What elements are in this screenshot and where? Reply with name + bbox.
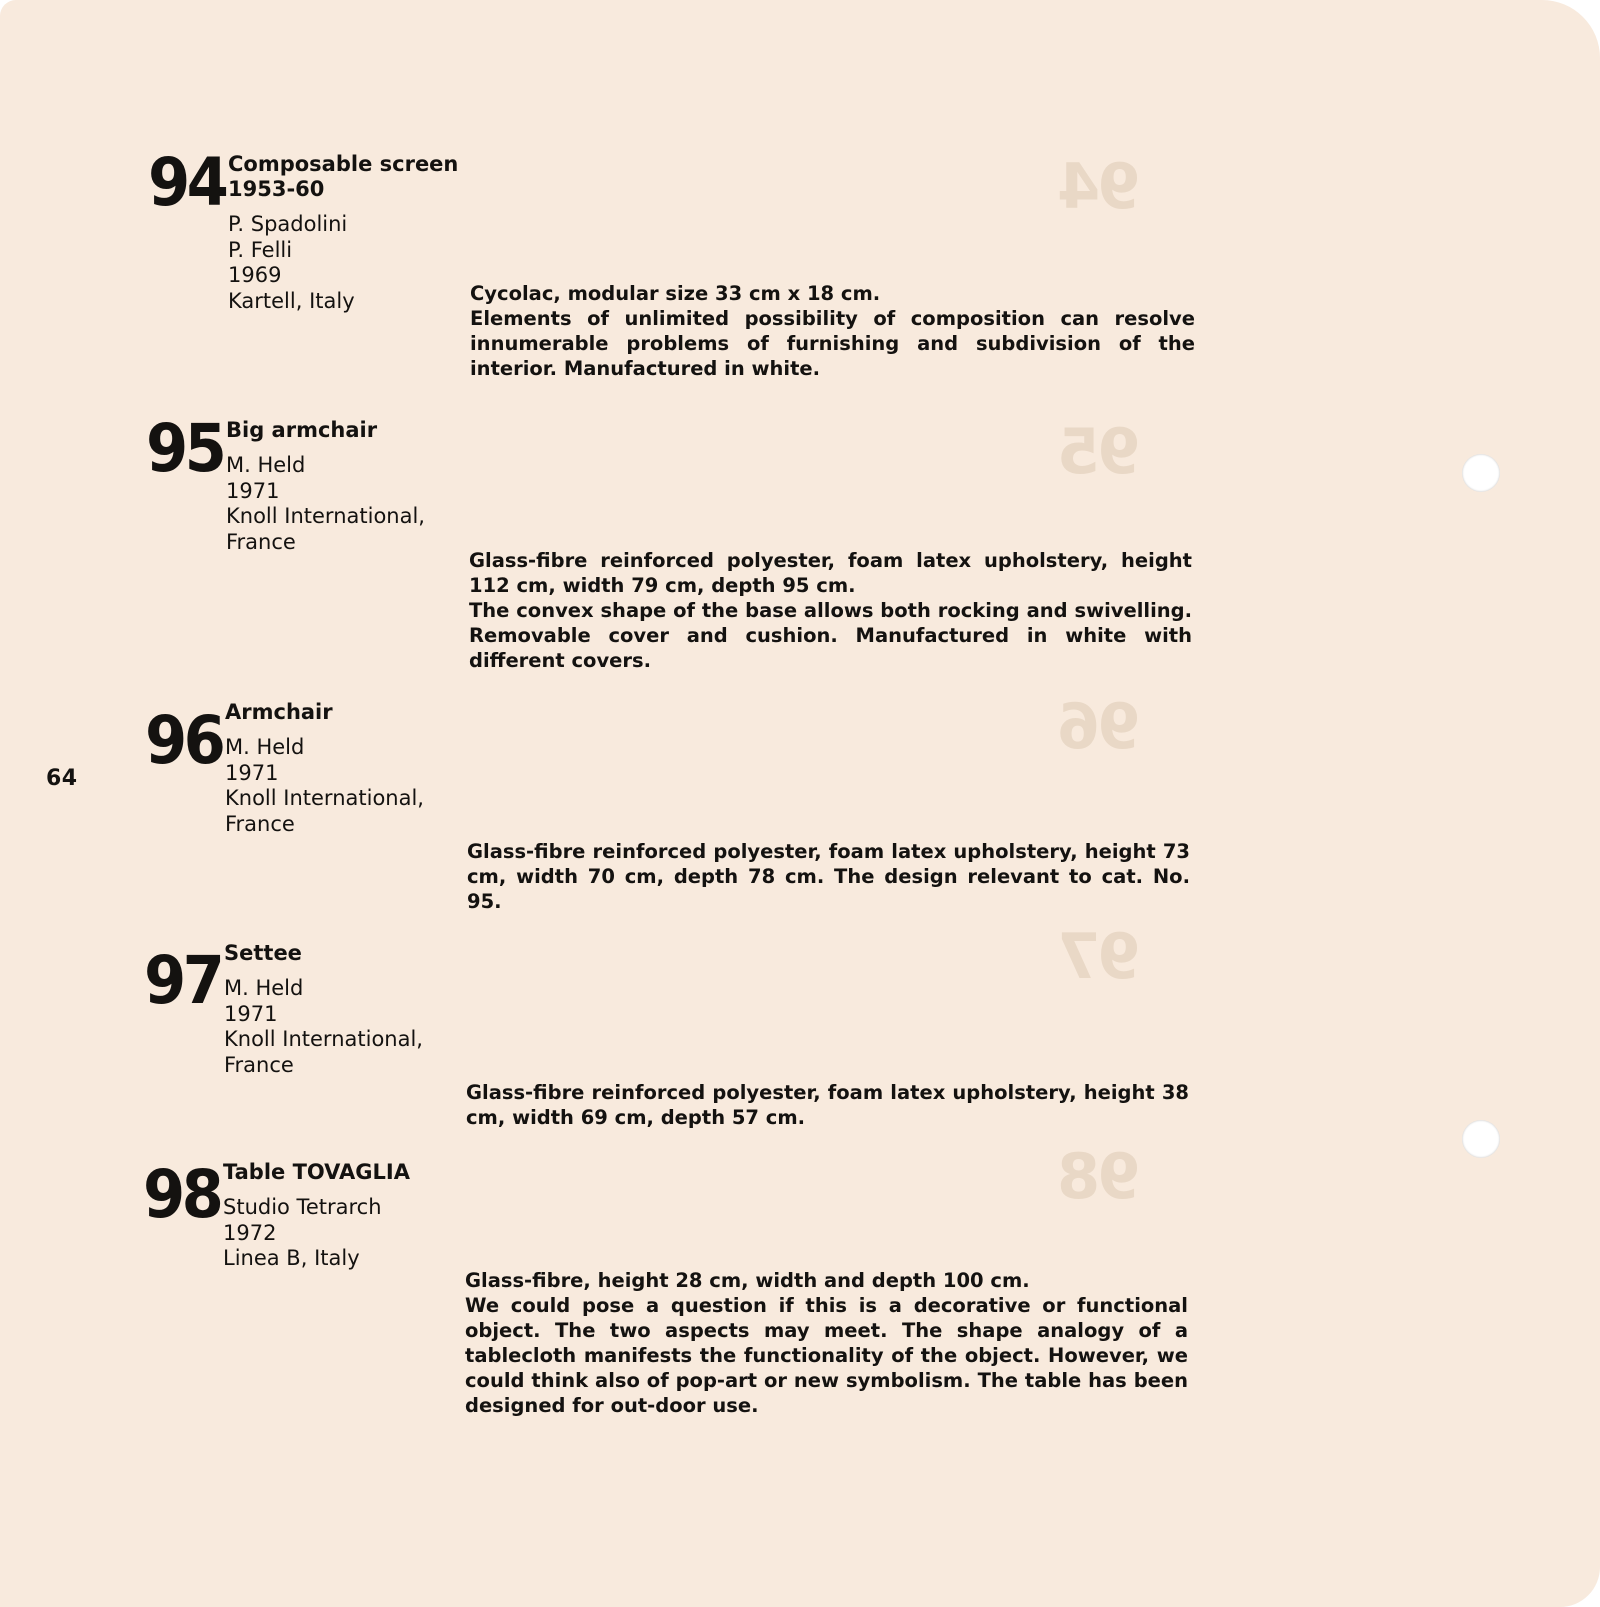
entry-meta [228,152,468,314]
entry-designer: Studio Tetrarch [223,1195,382,1219]
show-through-number: 94 [1060,150,1141,223]
entry-title: Settee [224,941,302,965]
description-materials: Glass-fibre reinforced polyester, foam latex upholstery, height 112 cm, width 79 cm, depth 95 cm. [469,549,1192,597]
entry-meta [223,1160,463,1272]
binder-hole-top [1462,454,1500,492]
entry-description-95 [469,548,1192,673]
entry-designer: M. Held [224,976,304,1000]
entry-country: France [225,811,295,836]
entry-number: 96 [145,702,223,779]
entry-designer: P. Felli [228,237,293,262]
entry-number: 95 [146,410,224,487]
show-through-number: 96 [1060,690,1141,763]
entry-year: 1971 [224,1001,278,1026]
description-text: Elements of unlimited possibility of composition can resolve innumerable problems of furnishing and subdivision of the interior. Manufactured in white. [470,307,1195,380]
page-number: 64 [46,766,78,791]
description-text: The convex shape of the base allows both rocking and swivelling. Removable cover and cushion. Manufactured in white with different covers. [469,599,1192,672]
description-text: Glass-fibre reinforced polyester, foam latex upholstery, height 73 cm, width 70 cm, depth 78 cm. The design relevant to cat. No. 95. [467,840,1190,913]
description-text: We could pose a question if this is a decorative or functional object. The two aspects may meet. The shape analogy of a tablecloth manifests the functionality of the object. However, we could think also of pop-art or new symbolism. The table has been designed for out-door use. [465,1294,1188,1417]
entry-manufacturer: Knoll International, [226,504,425,528]
entry-year: 1971 [225,760,279,785]
entry-designer: M. Held [225,735,305,759]
entry-country: France [226,529,296,554]
entry-description-97 [466,1080,1189,1130]
entry-meta [224,941,464,1078]
show-through-number: 95 [1060,415,1141,488]
binder-hole-bottom [1462,1120,1500,1158]
entry-number: 98 [143,1156,221,1233]
entry-manufacturer: Kartell, Italy [228,288,355,313]
show-through-number: 98 [1060,1140,1141,1213]
entry-year: 1969 [228,263,282,287]
description-text: Glass-fibre reinforced polyester, foam latex upholstery, height 38 cm, width 69 cm, depth 57 cm. [466,1081,1189,1129]
entry-number: 97 [144,942,222,1019]
entry-number: 94 [148,144,226,221]
entry-manufacturer: Knoll International, [224,1027,423,1051]
entry-title-date: 1953-60 [228,177,325,201]
description-materials: Glass-fibre, height 28 cm, width and depth 100 cm. [465,1269,1030,1292]
entry-title: Composable screen [228,152,459,176]
entry-title: Armchair [225,700,333,724]
entry-manufacturer: Linea B, Italy [223,1246,360,1270]
entry-year: 1972 [223,1220,277,1245]
entry-manufacturer: Knoll International, [225,786,424,810]
entry-year: 1971 [226,478,280,503]
entry-country: France [224,1052,294,1077]
entry-title: Big armchair [226,418,378,442]
entry-title: Table TOVAGLIA [223,1160,410,1184]
entry-meta [225,700,465,837]
show-through-number: 97 [1060,920,1141,993]
entry-meta [226,418,466,555]
entry-designer: M. Held [226,453,306,477]
entry-description-98 [465,1268,1188,1418]
entry-designer: P. Spadolini [228,212,348,236]
entry-description-96 [467,839,1190,914]
description-materials: Cycolac, modular size 33 cm x 18 cm. [470,282,881,305]
entry-description-94 [470,281,1195,381]
